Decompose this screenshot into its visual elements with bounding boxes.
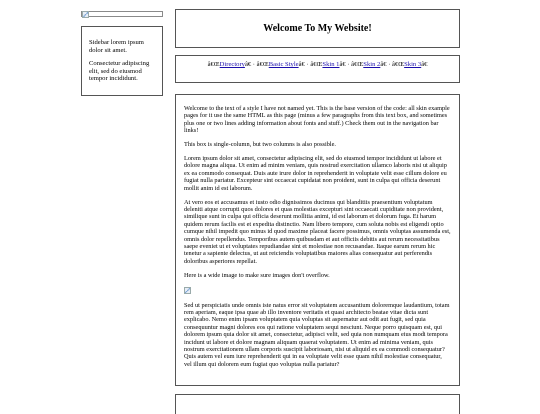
site-logo [81,11,163,17]
content-paragraph: This box is single-column, but two columns is also possible. [184,141,336,149]
nav-link-skin-1[interactable]: Skin 1 [322,61,340,68]
nav-link-basic-style[interactable]: Basic Style [268,61,299,68]
nav-link-skin-3[interactable]: Skin 3 [404,61,422,68]
sidebar-paragraph: Consectetur adipiscing elit, sed do eiusmod tempor incididunt. [89,60,150,83]
broken-image-icon [82,11,89,18]
header [175,9,460,48]
content-paragraph: Sed ut perspiciatis unde omnis iste natus error sit voluptatem accusantium doloremque laudantium, totam rem aperiam, eaque ipsa quae ab illo inventore veritatis et quasi architecto beatae vitae dicta sunt explicabo. Nemo enim ipsam voluptatem quia voluptas sit aspernatur aut odit aut fugit, sed quia consequuntur magni dolores eos qui ratione voluptatem sequi nesciunt. Neque porro quisquam est, qui dolorem ipsum quia dolor sit amet, consectetur, adipisci velit, sed quia non numquam eius modi tempora incidunt ut labore et dolore magnam aliquam quaerat voluptatem. Ut enim ad minima veniam, quis nostrum exercitationem ullam corporis suscipit laboriosam, nisi ut aliquid ex ea commodi consequatur? Quis autem vel eum iure reprehenderit qui in ea voluptate velit esse quam nihil molestiae consequatur, vel illum qui dolorem eum fugiat quo voluptas nulla pariatur? [184,301,450,368]
broken-image-icon [184,287,191,294]
nav-link-directory[interactable]: Directory [219,61,245,68]
nav-separator: â€ · â€Œ [298,61,323,68]
navigation-bar [175,55,460,83]
footer [175,394,460,414]
wide-image [184,286,451,296]
sidebar-paragraph: Sidebar lorem ipsum dolor sit amet. [89,39,144,54]
nav-separator: â€ [421,61,428,68]
page-title: Welcome To My Website! [263,23,372,34]
content-paragraph: At vero eos et accusamus et iusto odio dignissimos ducimus qui blanditiis praesentium voluptatum deleniti atque corrupti quos dolores et quas molestias excepturi sint occaecati cupiditate non provident, similique sunt in culpa qui officia deserunt mollitia animi, id est laborum et dolorum fuga. Et harum quidem rerum facilis est et expedita distinctio. Nam libero tempore, cum soluta nobis est eligendi optio cumque nihil impedit quo minus id quod maxime placeat facere possimus, omnis voluptas assumenda est, omnis dolor repellendus. Temporibus autem quibusdam et aut officiis debitis aut rerum necessitatibus saepe eveniet ut et voluptates repudiandae sint et molestiae non recusandae. Itaque earum rerum hic tenetur a sapiente delectus, ut aut reiciendis voluptatibus maiores alias consequatur aut perferendis doloribus asperiores repellat. [184,198,451,265]
nav-separator: â€ · â€Œ [380,61,405,68]
sidebar [81,26,163,96]
nav-separator: â€ · â€Œ [244,61,269,68]
content-paragraph: Here is a wide image to make sure images don't overflow. [184,271,330,279]
nav-link-skin-2[interactable]: Skin 2 [363,61,381,68]
content-paragraph: Lorem ipsum dolor sit amet, consectetur adipiscing elit, sed do eiusmod tempor incididunt ut labore et dolore magna aliqua. Ut enim ad minim veniam, quis nostrud exercitation ullamco laboris nisi ut aliquip ex ea commodo consequat. Duis aute irure dolor in reprehenderit in voluptate velit esse cillum dolore eu fugiat nulla pariatur. Excepteur sint occaecat cupidatat non proident, sunt in culpa qui officia deserunt mollit anim id est laborum. [184,155,447,192]
main-content [175,94,460,386]
nav-separator: â€ · â€Œ [339,61,364,68]
content-paragraph: Welcome to the text of a style I have not named yet. This is the base version of the code: all skin example pages for it use the same HTML as this page (minus a few paragraphs from this text box, and sometimes plus one or two lines adding information about fonts and stuff.) Check them out in the navigation bar links! [184,105,450,135]
nav-separator: â€Œ [207,61,220,68]
